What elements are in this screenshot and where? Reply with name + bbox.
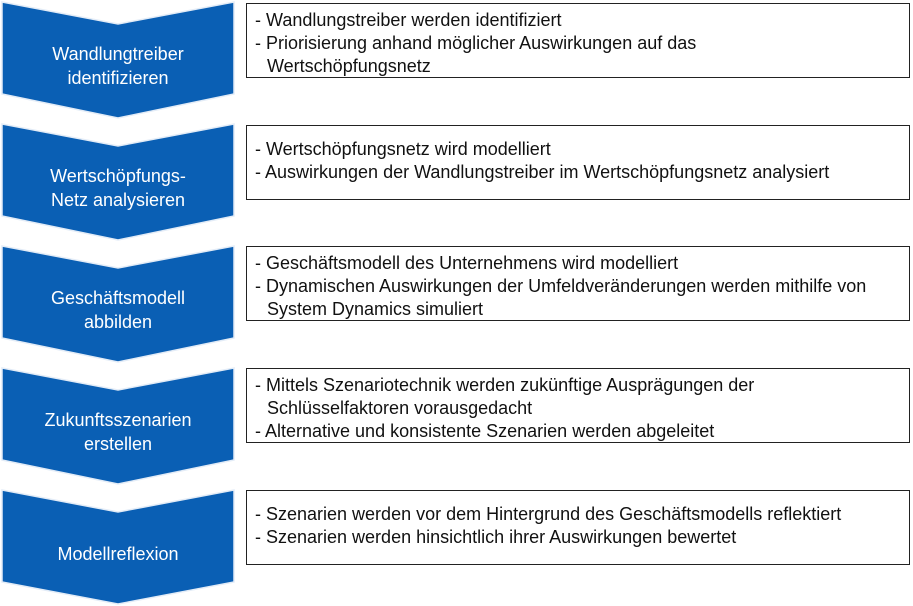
- step-3-label: [2, 286, 234, 334]
- step-2-bullet-list: [255, 138, 901, 184]
- step-3-bullet-1: - Geschäftsmodell des Unternehmens wird modelliert: [255, 253, 679, 273]
- step-5-label: [2, 542, 234, 566]
- step-4-label: [2, 408, 234, 456]
- step-2-bullet-2: - Auswirkungen der Wandlungstreiber im Wertschöpfungsnetz analysiert: [255, 162, 830, 182]
- step-2-label-line-1: Wertschöpfungs-: [50, 166, 186, 186]
- step-2-bullet-1: - Wertschöpfungsnetz wird modelliert: [255, 139, 551, 159]
- step-1-label: [2, 42, 234, 90]
- step-3-bullet-2: - Dynamischen Auswirkungen der Umfeldveränderungen werden mithilfe von System Dynamics simuliert: [255, 276, 867, 319]
- step-2-label: [2, 164, 234, 212]
- step-4-description: [246, 368, 910, 443]
- step-3-description: [246, 246, 910, 321]
- step-5-bullet-1: - Szenarien werden vor dem Hintergrund des Geschäftsmodells reflektiert: [255, 504, 842, 524]
- step-4-bullet-1: - Mittels Szenariotechnik werden zukünftige Ausprägungen der Schlüsselfaktoren vorausgedacht: [255, 375, 755, 418]
- step-5-bullet-2: - Szenarien werden hinsichtlich ihrer Auswirkungen bewertet: [255, 527, 737, 547]
- step-1-description: [246, 3, 910, 78]
- step-1-label-line-2: identifizieren: [67, 68, 169, 88]
- step-5-label-line-1: Modellreflexion: [57, 544, 179, 564]
- step-1-label-line-1: Wandlungtreiber: [52, 44, 184, 64]
- step-4-bullet-2: - Alternative und konsistente Szenarien werden abgeleitet: [255, 421, 715, 441]
- step-1-bullet-1: - Wandlungstreiber werden identifiziert: [255, 10, 562, 30]
- step-5-description: [246, 490, 910, 565]
- step-3-label-line-1: Geschäftsmodell: [50, 288, 186, 308]
- step-5-bullet-list: [255, 503, 901, 549]
- step-4-label-line-2: erstellen: [83, 434, 153, 454]
- step-3-bullet-list: [255, 252, 901, 321]
- step-1-bullet-2: - Priorisierung anhand möglicher Auswirkungen auf das Wertschöpfungsnetz: [255, 33, 697, 76]
- step-3-label-line-2: abbilden: [83, 312, 153, 332]
- step-4-bullet-list: [255, 374, 901, 443]
- step-2-description: [246, 125, 910, 200]
- step-1-bullet-list: [255, 9, 901, 78]
- step-2-label-line-2: Netz analysieren: [50, 190, 186, 210]
- step-4-label-line-1: Zukunftsszenarien: [44, 410, 192, 430]
